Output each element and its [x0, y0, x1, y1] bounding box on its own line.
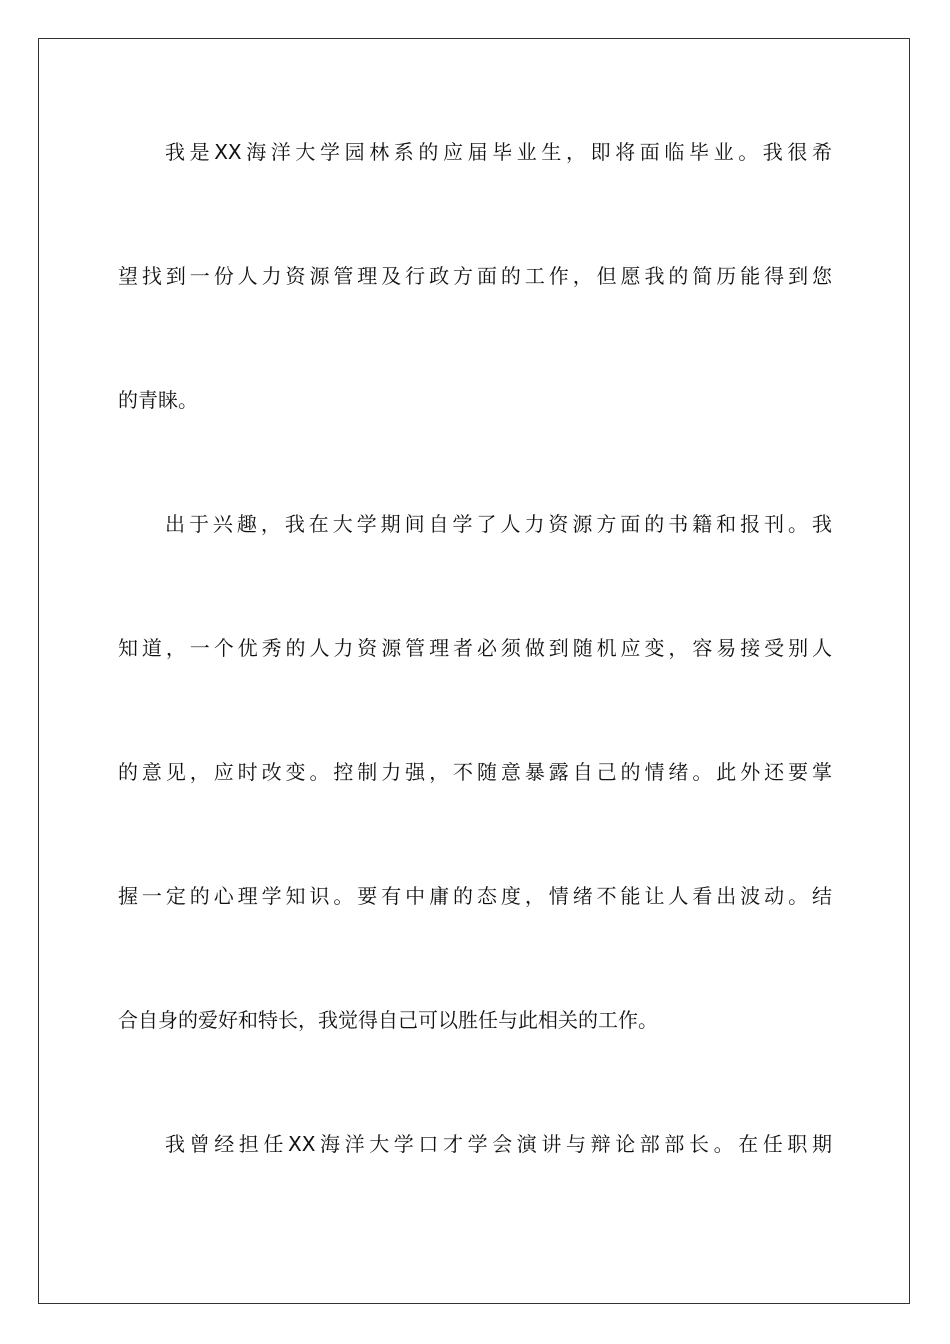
paragraph-1-line-1: 我是XX海洋大学园林系的应届毕业生，即将面临毕业。我很希 [165, 140, 832, 164]
paragraph-2-line-4: 握一定的心理学知识。要有中庸的态度，情绪不能让人看出波动。结 [118, 884, 832, 908]
paragraph-3-line-1: 我曾经担任XX海洋大学口才学会演讲与辩论部部长。在任职期 [165, 1132, 832, 1156]
paragraph-1-line-2: 望找到一份人力资源管理及行政方面的工作，但愿我的简历能得到您 [118, 264, 832, 288]
paragraph-2-line-2: 知道，一个优秀的人力资源管理者必须做到随机应变，容易接受别人 [118, 636, 832, 660]
paragraph-1-line-3: 的青睐。 [118, 388, 198, 412]
paragraph-2-line-1: 出于兴趣，我在大学期间自学了人力资源方面的书籍和报刊。我 [165, 512, 832, 536]
paragraph-2-line-5: 合自身的爱好和特长，我觉得自己可以胜任与此相关的工作。 [118, 1008, 658, 1032]
paragraph-2-line-3: 的意见，应时改变。控制力强，不随意暴露自己的情绪。此外还要掌 [118, 760, 832, 784]
